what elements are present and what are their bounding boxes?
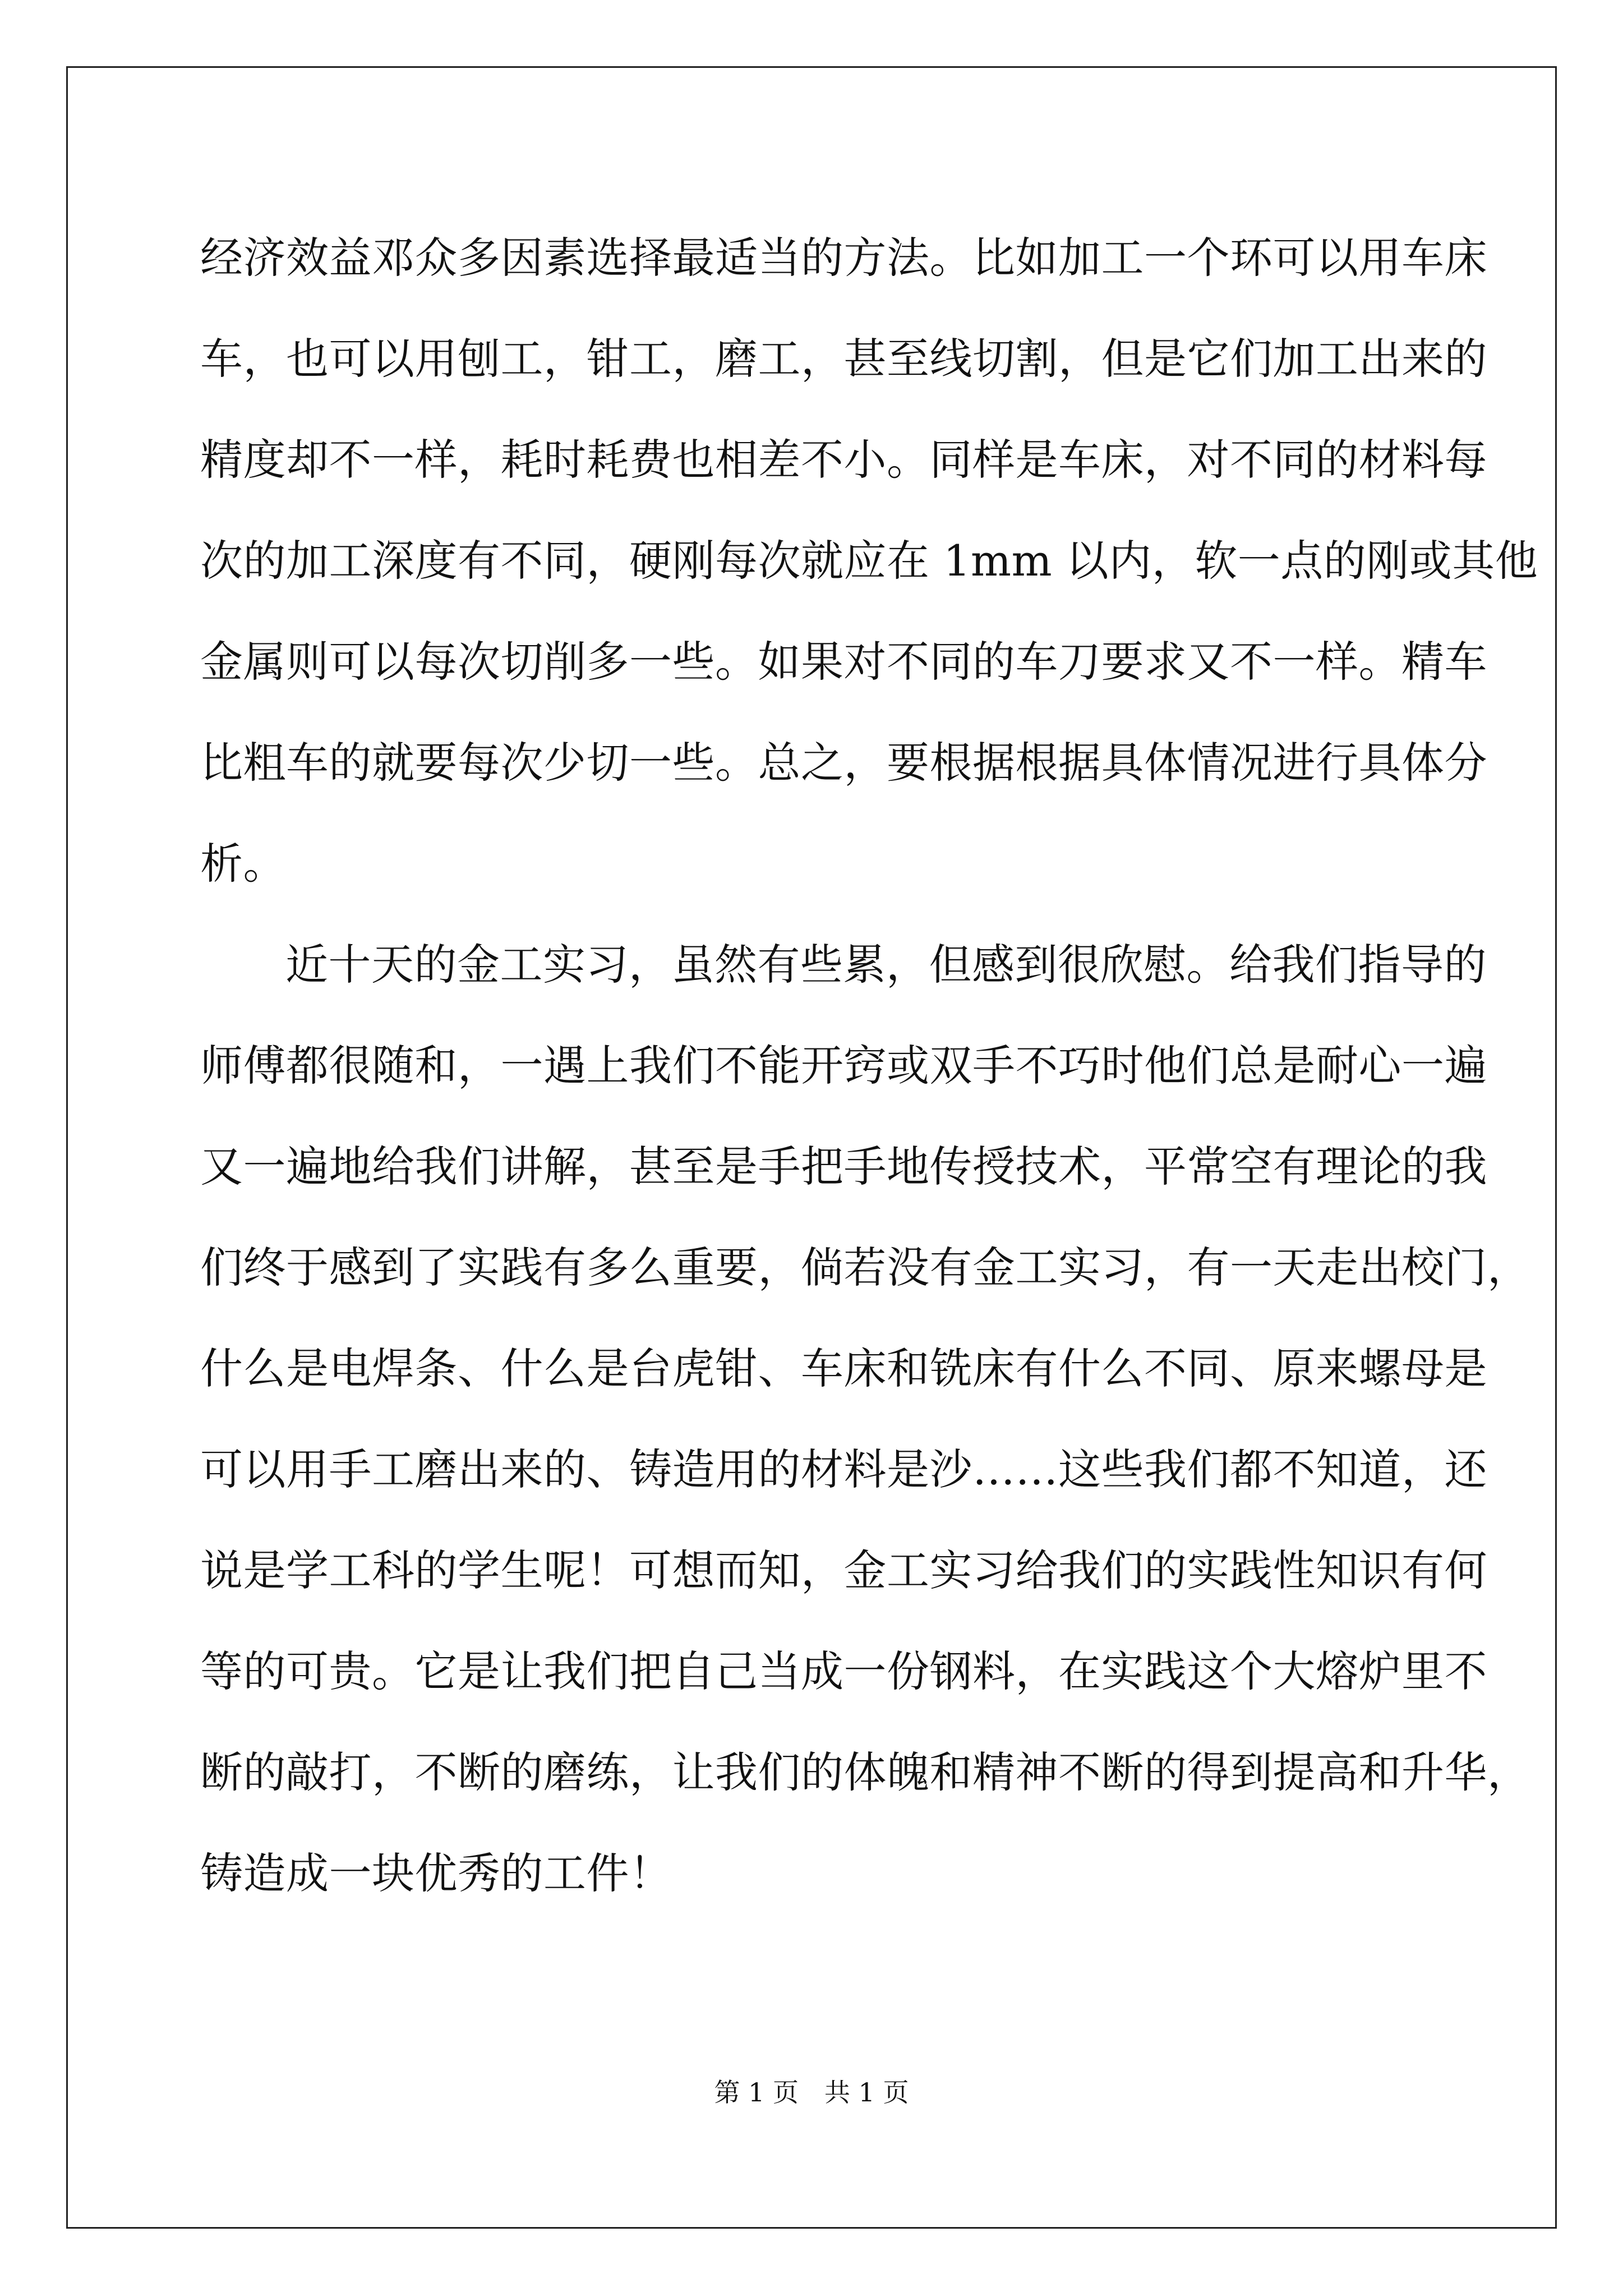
text-line: 车，也可以用刨工，钳工，磨工，甚至线切割，但是它们加工出来的 <box>200 334 1487 384</box>
text-line: 们终于感到了实践有多么重要，倘若没有金工实习，有一天走出校门， <box>200 1243 1530 1292</box>
paragraph-first-line: 近十天的金工实习，虽然有些累，但感到很欣慰。给我们指导的 <box>285 940 1487 990</box>
text-line: 什么是电焊条、什么是台虎钳、车床和铣床有什么不同、原来螺母是 <box>200 1343 1487 1393</box>
text-line: 经济效益邓众多因素选择最适当的方法。比如加工一个环可以用车床 <box>200 233 1487 283</box>
text-line: 比粗车的就要每次少切一些。总之，要根据根据具体情况进行具体分 <box>200 738 1487 788</box>
document-body <box>200 208 1538 1924</box>
text-line: 次的加工深度有不同，硬刚每次就应在 1mm 以内，软一点的刚或其他 <box>200 536 1538 586</box>
text-line: 师傅都很随和，一遇上我们不能开窍或双手不巧时他们总是耐心一遍 <box>200 1041 1487 1091</box>
text-line: 精度却不一样，耗时耗费也相差不小。同样是车床，对不同的材料每 <box>200 435 1487 485</box>
text-line: 说是学工科的学生呢！可想而知，金工实习给我们的实践性知识有何 <box>200 1545 1487 1595</box>
page-number-footer: 第 1 页 共 1 页 <box>714 2077 909 2108</box>
text-line: 又一遍地给我们讲解，甚至是手把手地传授技术，平常空有理论的我 <box>200 1142 1487 1191</box>
text-line: 可以用手工磨出来的、铸造用的材料是沙……这些我们都不知道，还 <box>200 1444 1487 1494</box>
text-line: 金属则可以每次切削多一些。如果对不同的车刀要求又不一样。精车 <box>200 637 1487 687</box>
text-line: 析。 <box>200 839 286 889</box>
text-line: 断的敲打，不断的磨练，让我们的体魄和精神不断的得到提高和升华， <box>200 1747 1530 1797</box>
text-line: 等的可贵。它是让我们把自己当成一份钢料，在实践这个大熔炉里不 <box>200 1646 1487 1696</box>
text-line: 铸造成一块优秀的工件！ <box>200 1848 672 1898</box>
